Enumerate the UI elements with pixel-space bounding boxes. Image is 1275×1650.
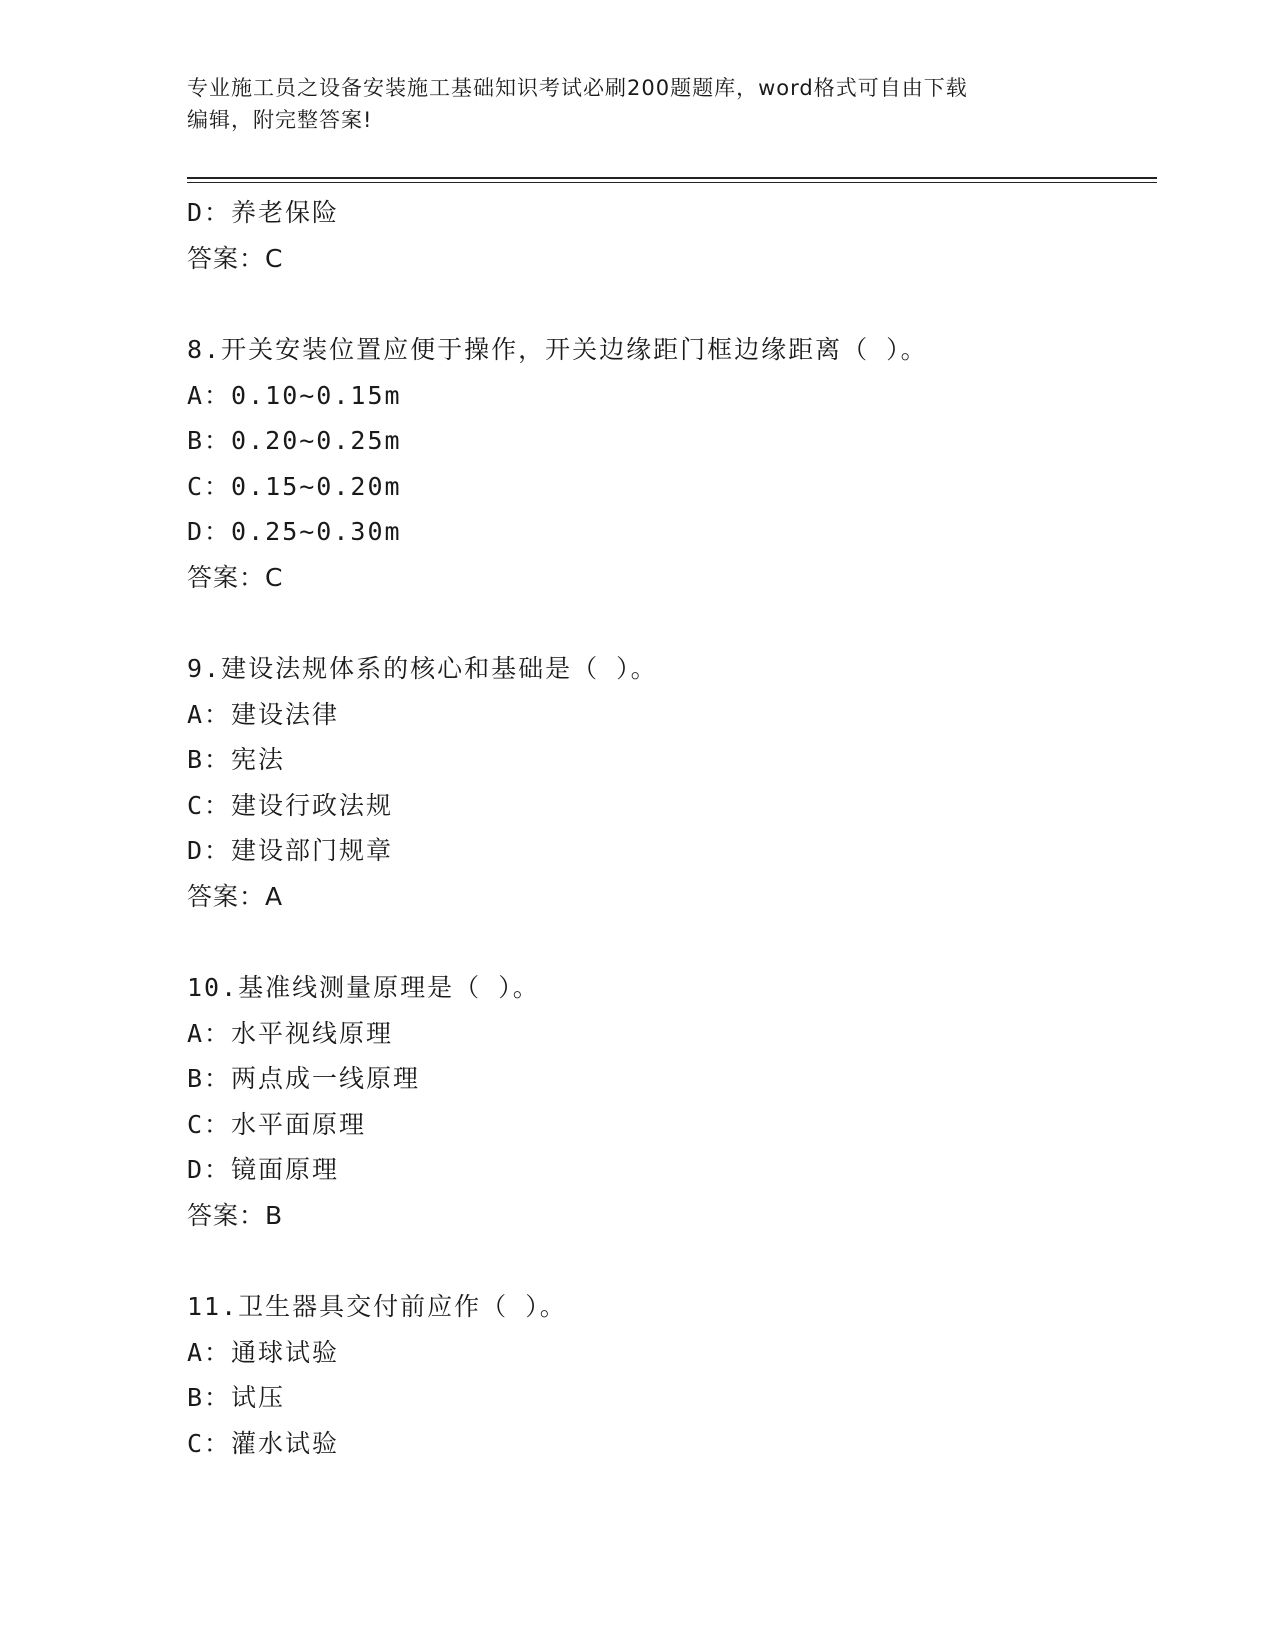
- question-8: [187, 327, 1157, 600]
- header-line-2: 编辑，附完整答案!: [187, 108, 373, 132]
- option-d: D：建设部门规章: [187, 836, 394, 865]
- answer-line: 答案：C: [187, 243, 284, 273]
- question-9: [187, 646, 1157, 919]
- question-stem: 10.基准线测量原理是（ ）。: [187, 973, 540, 1002]
- spacer: [187, 1238, 1157, 1284]
- option-c: C：建设行政法规: [187, 790, 394, 820]
- option-a: A：通球试验: [187, 1337, 340, 1367]
- spacer: [187, 600, 1157, 646]
- document-header: [187, 72, 1067, 136]
- option-d: D：养老保险: [187, 198, 340, 227]
- option-c: C：灌水试验: [187, 1428, 340, 1458]
- answer-line: 答案：C: [187, 562, 284, 592]
- option-b: B：两点成一线原理: [187, 1064, 421, 1093]
- option-d: D：0.25~0.30m: [187, 517, 402, 546]
- option-b: B：0.20~0.25m: [187, 426, 402, 455]
- option-c: C：0.15~0.20m: [187, 471, 402, 501]
- question-stem: 9.建设法规体系的核心和基础是（ ）。: [187, 654, 658, 683]
- header-rule-thick: [187, 177, 1157, 179]
- option-c: C：水平面原理: [187, 1109, 367, 1139]
- answer-line: 答案：A: [187, 881, 284, 911]
- header-rule-thin: [187, 182, 1157, 183]
- spacer: [187, 919, 1157, 965]
- option-a: A：0.10~0.15m: [187, 380, 402, 410]
- question-stem: 11.卫生器具交付前应作（ ）。: [187, 1292, 567, 1321]
- option-d: D：镜面原理: [187, 1155, 340, 1184]
- option-a: A：建设法律: [187, 699, 340, 729]
- option-a: A：水平视线原理: [187, 1018, 394, 1048]
- question-list: [187, 190, 1157, 1466]
- answer-line: 答案：B: [187, 1200, 284, 1230]
- question-stem: 8.开关安装位置应便于操作，开关边缘距门框边缘距离（ ）。: [187, 335, 928, 364]
- question-11: [187, 1284, 1157, 1466]
- header-line-1: 专业施工员之设备安装施工基础知识考试必刷200题题库，word格式可自由下载: [187, 76, 968, 100]
- question-10: [187, 965, 1157, 1238]
- spacer: [187, 281, 1157, 327]
- option-b: B：宪法: [187, 745, 286, 774]
- option-b: B：试压: [187, 1383, 286, 1412]
